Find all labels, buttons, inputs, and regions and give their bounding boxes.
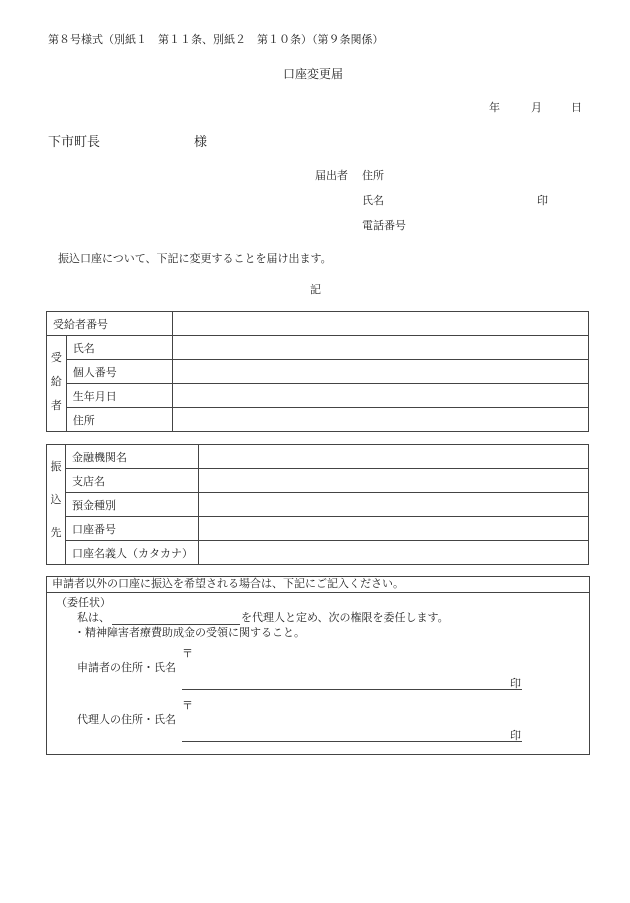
- applicant-address-name-label: 申請者の住所・氏名: [77, 661, 176, 674]
- applicant-phone-label: 電話番号: [362, 219, 406, 232]
- table-row: [47, 493, 589, 517]
- delegation-line2: ・精神障害者療費助成金の受領に関すること。: [74, 626, 305, 639]
- delegation-header-divider: [46, 592, 589, 593]
- side-char: 込: [50, 492, 62, 506]
- recipient-id-number-field[interactable]: [173, 360, 589, 384]
- postal-mark: 〒: [182, 647, 193, 660]
- page-title: 口座変更届: [283, 67, 344, 81]
- table-row: [47, 541, 589, 565]
- applicant-delegation-seal: 印: [510, 677, 521, 690]
- delegation-header: 申請者以外の口座に振込を希望される場合は、下記にご記入ください。: [52, 577, 404, 590]
- side-char: 受: [50, 350, 62, 364]
- recipient-table: [46, 311, 589, 432]
- recipient-number-field[interactable]: [173, 312, 589, 336]
- table-row: [47, 384, 589, 408]
- postal-mark: 〒: [182, 699, 193, 712]
- bank-row-label: 預金種別: [66, 493, 199, 517]
- table-row: [47, 469, 589, 493]
- statement-text: 振込口座について、下記に変更することを届け出ます。: [58, 252, 332, 265]
- agent-delegation-seal: 印: [510, 729, 521, 742]
- recipient-side-label: [47, 336, 67, 432]
- side-char: 振: [50, 459, 62, 473]
- addressee-name: 下市町長: [48, 135, 101, 150]
- table-row: [47, 360, 589, 384]
- bank-row-label: 口座番号: [66, 517, 199, 541]
- agent-address-name-label: 代理人の住所・氏名: [77, 713, 176, 726]
- table-row: [47, 408, 589, 432]
- recipient-number-label: 受給者番号: [47, 312, 173, 336]
- date-month: 月: [531, 101, 542, 114]
- side-char: 者: [50, 398, 62, 412]
- deposit-type-field[interactable]: [199, 493, 589, 517]
- recipient-address-field[interactable]: [173, 408, 589, 432]
- form-id-header: 第８号様式（別紙１ 第１１条、別紙２ 第１０条）（第９条関係）: [48, 33, 384, 46]
- applicant-address-name-field[interactable]: [182, 689, 522, 690]
- bank-table: [46, 444, 589, 565]
- bank-row-label: 支店名: [66, 469, 199, 493]
- delegation-line1-prefix: 私は、: [77, 611, 110, 624]
- table-row: [47, 517, 589, 541]
- recipient-row-label: 個人番号: [66, 360, 172, 384]
- agent-name-field[interactable]: [112, 624, 240, 625]
- side-char: 給: [50, 374, 62, 388]
- recipient-birthdate-field[interactable]: [173, 384, 589, 408]
- table-row: [47, 445, 589, 469]
- applicant-seal: 印: [537, 194, 548, 207]
- side-char: 先: [50, 525, 62, 539]
- date-year: 年: [489, 101, 500, 114]
- account-holder-field[interactable]: [199, 541, 589, 565]
- recipient-name-field[interactable]: [173, 336, 589, 360]
- ki-heading: 記: [310, 283, 321, 296]
- table-row: [47, 336, 589, 360]
- delegation-line1-suffix: を代理人と定め、次の権限を委任します。: [241, 611, 449, 624]
- applicant-label: 届出者: [315, 169, 348, 182]
- bank-side-label: [47, 445, 66, 565]
- table-row: [47, 312, 589, 336]
- account-number-field[interactable]: [199, 517, 589, 541]
- bank-row-label: 口座名義人（カタカナ）: [66, 541, 199, 565]
- recipient-row-label: 住所: [66, 408, 172, 432]
- recipient-row-label: 生年月日: [66, 384, 172, 408]
- addressee-honorific: 様: [194, 135, 208, 150]
- delegation-title: （委任状）: [56, 596, 111, 609]
- bank-row-label: 金融機関名: [66, 445, 199, 469]
- branch-name-field[interactable]: [199, 469, 589, 493]
- applicant-address-label: 住所: [362, 169, 384, 182]
- applicant-name-label: 氏名: [362, 194, 384, 207]
- bank-name-field[interactable]: [199, 445, 589, 469]
- date-day: 日: [571, 101, 582, 114]
- agent-address-name-field[interactable]: [182, 741, 522, 742]
- recipient-row-label: 氏名: [66, 336, 172, 360]
